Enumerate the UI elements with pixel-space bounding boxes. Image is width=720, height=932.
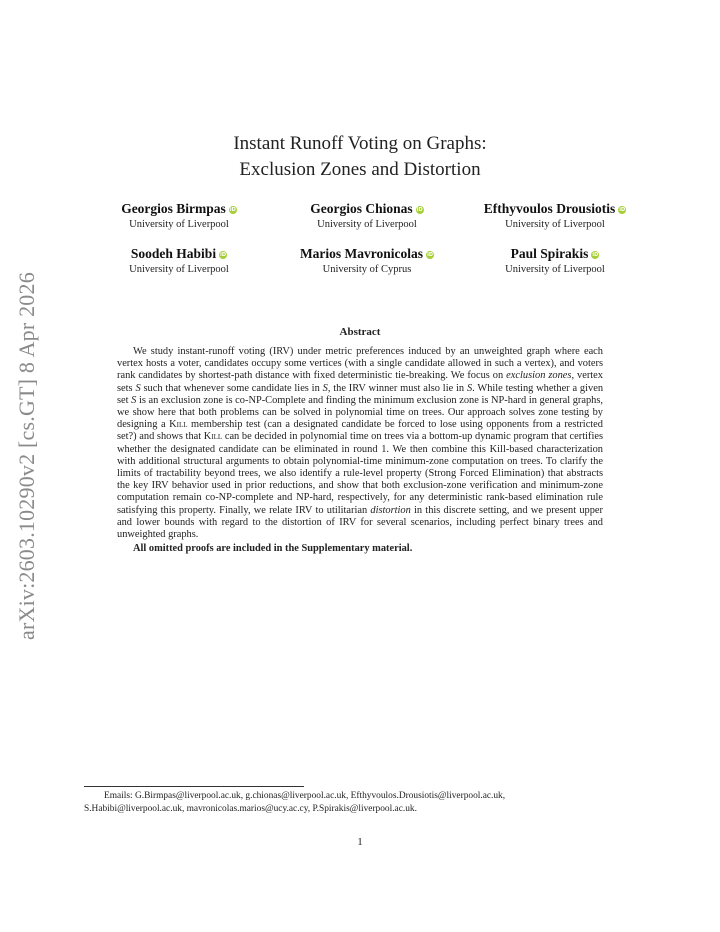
abstract-text: , vertex sets — [117, 370, 603, 394]
abstract-text: is an exclusion zone is co-NP-Complete and finding the minimum exclusion zone is NP-hard in general graphs, we show here that both problems can be solved in polynomial time on trees. Our approach solves zone testing by designing a — [117, 394, 604, 431]
orcid-icon[interactable]: iD — [427, 252, 433, 258]
author-affiliation: University of Liverpool — [317, 219, 417, 230]
orcid-icon[interactable]: iD — [229, 207, 236, 213]
author-name: Georgios Chionas — [310, 201, 413, 216]
abstract-text: in this discrete setting, and we present upper and lower bounds with regard to the distortion of IRV for several scenarios, including perfect binary trees and unweighted graphs. — [117, 504, 603, 541]
paper-title — [0, 131, 720, 183]
author-name: Efthyvoulos Drousiotis — [483, 201, 616, 216]
author-affiliation: University of Liverpool — [505, 264, 605, 275]
orcid-icon[interactable]: iD — [619, 207, 626, 213]
abstract-term: Kill — [169, 419, 188, 431]
footnote — [84, 790, 644, 816]
abstract-paragraph — [117, 346, 603, 541]
footnote-line: Emails: G.Birmpas@liverpool.ac.uk, g.chionas@liverpool.ac.uk, Efthyvoulos.Drousiotis@liverpool.ac.uk, — [104, 791, 506, 801]
orcid-icon[interactable]: iD — [592, 252, 599, 258]
arxiv-stamp: arXiv:2603.10290v2 [cs.GT] 8 Apr 2026 — [14, 272, 39, 640]
abstract-term: Kill — [203, 431, 223, 443]
abstract-text: , the IRV winner must also lie in — [327, 382, 467, 394]
author-name: Marios Mavronicolas — [299, 246, 424, 261]
abstract-math: S — [322, 382, 328, 394]
author-name: Georgios Birmpas — [121, 201, 226, 216]
page-number: 1 — [357, 836, 363, 848]
footnote-line: S.Habibi@liverpool.ac.uk, mavronicolas.marios@ucy.ac.cy, P.Spirakis@liverpool.ac.uk. — [84, 804, 417, 814]
abstract-text: such that whenever some candidate lies in — [140, 382, 323, 394]
abstract-text: . While testing whether a given set — [117, 382, 604, 406]
author-block — [267, 246, 467, 278]
author-affiliation: University of Liverpool — [129, 264, 229, 275]
abstract-text: membership test (can a designated candidate be forced to lose using opponents from a restricted set?) and shows that — [117, 419, 603, 443]
abstract-math: S — [135, 382, 141, 394]
author-name: Soodeh Habibi — [130, 246, 217, 261]
abstract-math: S — [466, 382, 473, 394]
supplementary-note: All omitted proofs are included in the Supplementary material. — [133, 543, 413, 555]
author-name: Paul Spirakis — [510, 246, 589, 261]
orcid-icon[interactable]: iD — [416, 207, 423, 213]
orcid-icon[interactable]: iD — [220, 252, 227, 258]
author-block — [79, 246, 279, 278]
author-affiliation: University of Liverpool — [129, 219, 229, 230]
abstract-math: S — [131, 394, 137, 406]
abstract-heading: Abstract — [339, 326, 381, 338]
title-line-2: Exclusion Zones and Distortion — [239, 159, 481, 180]
author-affiliation: University of Cyprus — [322, 264, 412, 275]
title-line-1: Instant Runoff Voting on Graphs: — [233, 133, 487, 154]
author-block — [267, 201, 467, 233]
author-block — [455, 246, 655, 278]
abstract-text: can be decided in polynomial time on trees via a bottom-up dynamic program that certifies whether the designated candidate can be eliminated in round 1. We then combine this Kill-based characterization with additional structural arguments to obtain polynomial-time minimum-zone computation on trees. To clarify the limits of tractability beyond trees, we also identify a rule-level property (Strong Forced Elimination) that abstracts the key IRV behavior used in prior reductions, and show that both exclusion-zone verification and minimum-zone computation remain co-NP-complete and NP-hard, respectively, for any deterministic rank-based elimination rule satisfying this property. Finally, we relate IRV to utilitarian — [117, 431, 603, 516]
footnote-rule — [84, 786, 304, 787]
author-affiliation: University of Liverpool — [505, 219, 605, 230]
author-block — [79, 201, 279, 233]
abstract-body — [117, 346, 603, 555]
abstract-term: distortion — [370, 504, 411, 516]
abstract-term: exclusion zones — [506, 370, 572, 382]
abstract-text: We study instant-runoff voting (IRV) under metric preferences induced by an unweighted graph where each vertex hosts a voter, candidates occupy some vertices (with a single candidate allowed in such a vertex), and voters rank candidates by shortest-path distance with fixed deterministic tie-breaking. We focus on — [117, 346, 603, 382]
author-block — [455, 201, 655, 233]
